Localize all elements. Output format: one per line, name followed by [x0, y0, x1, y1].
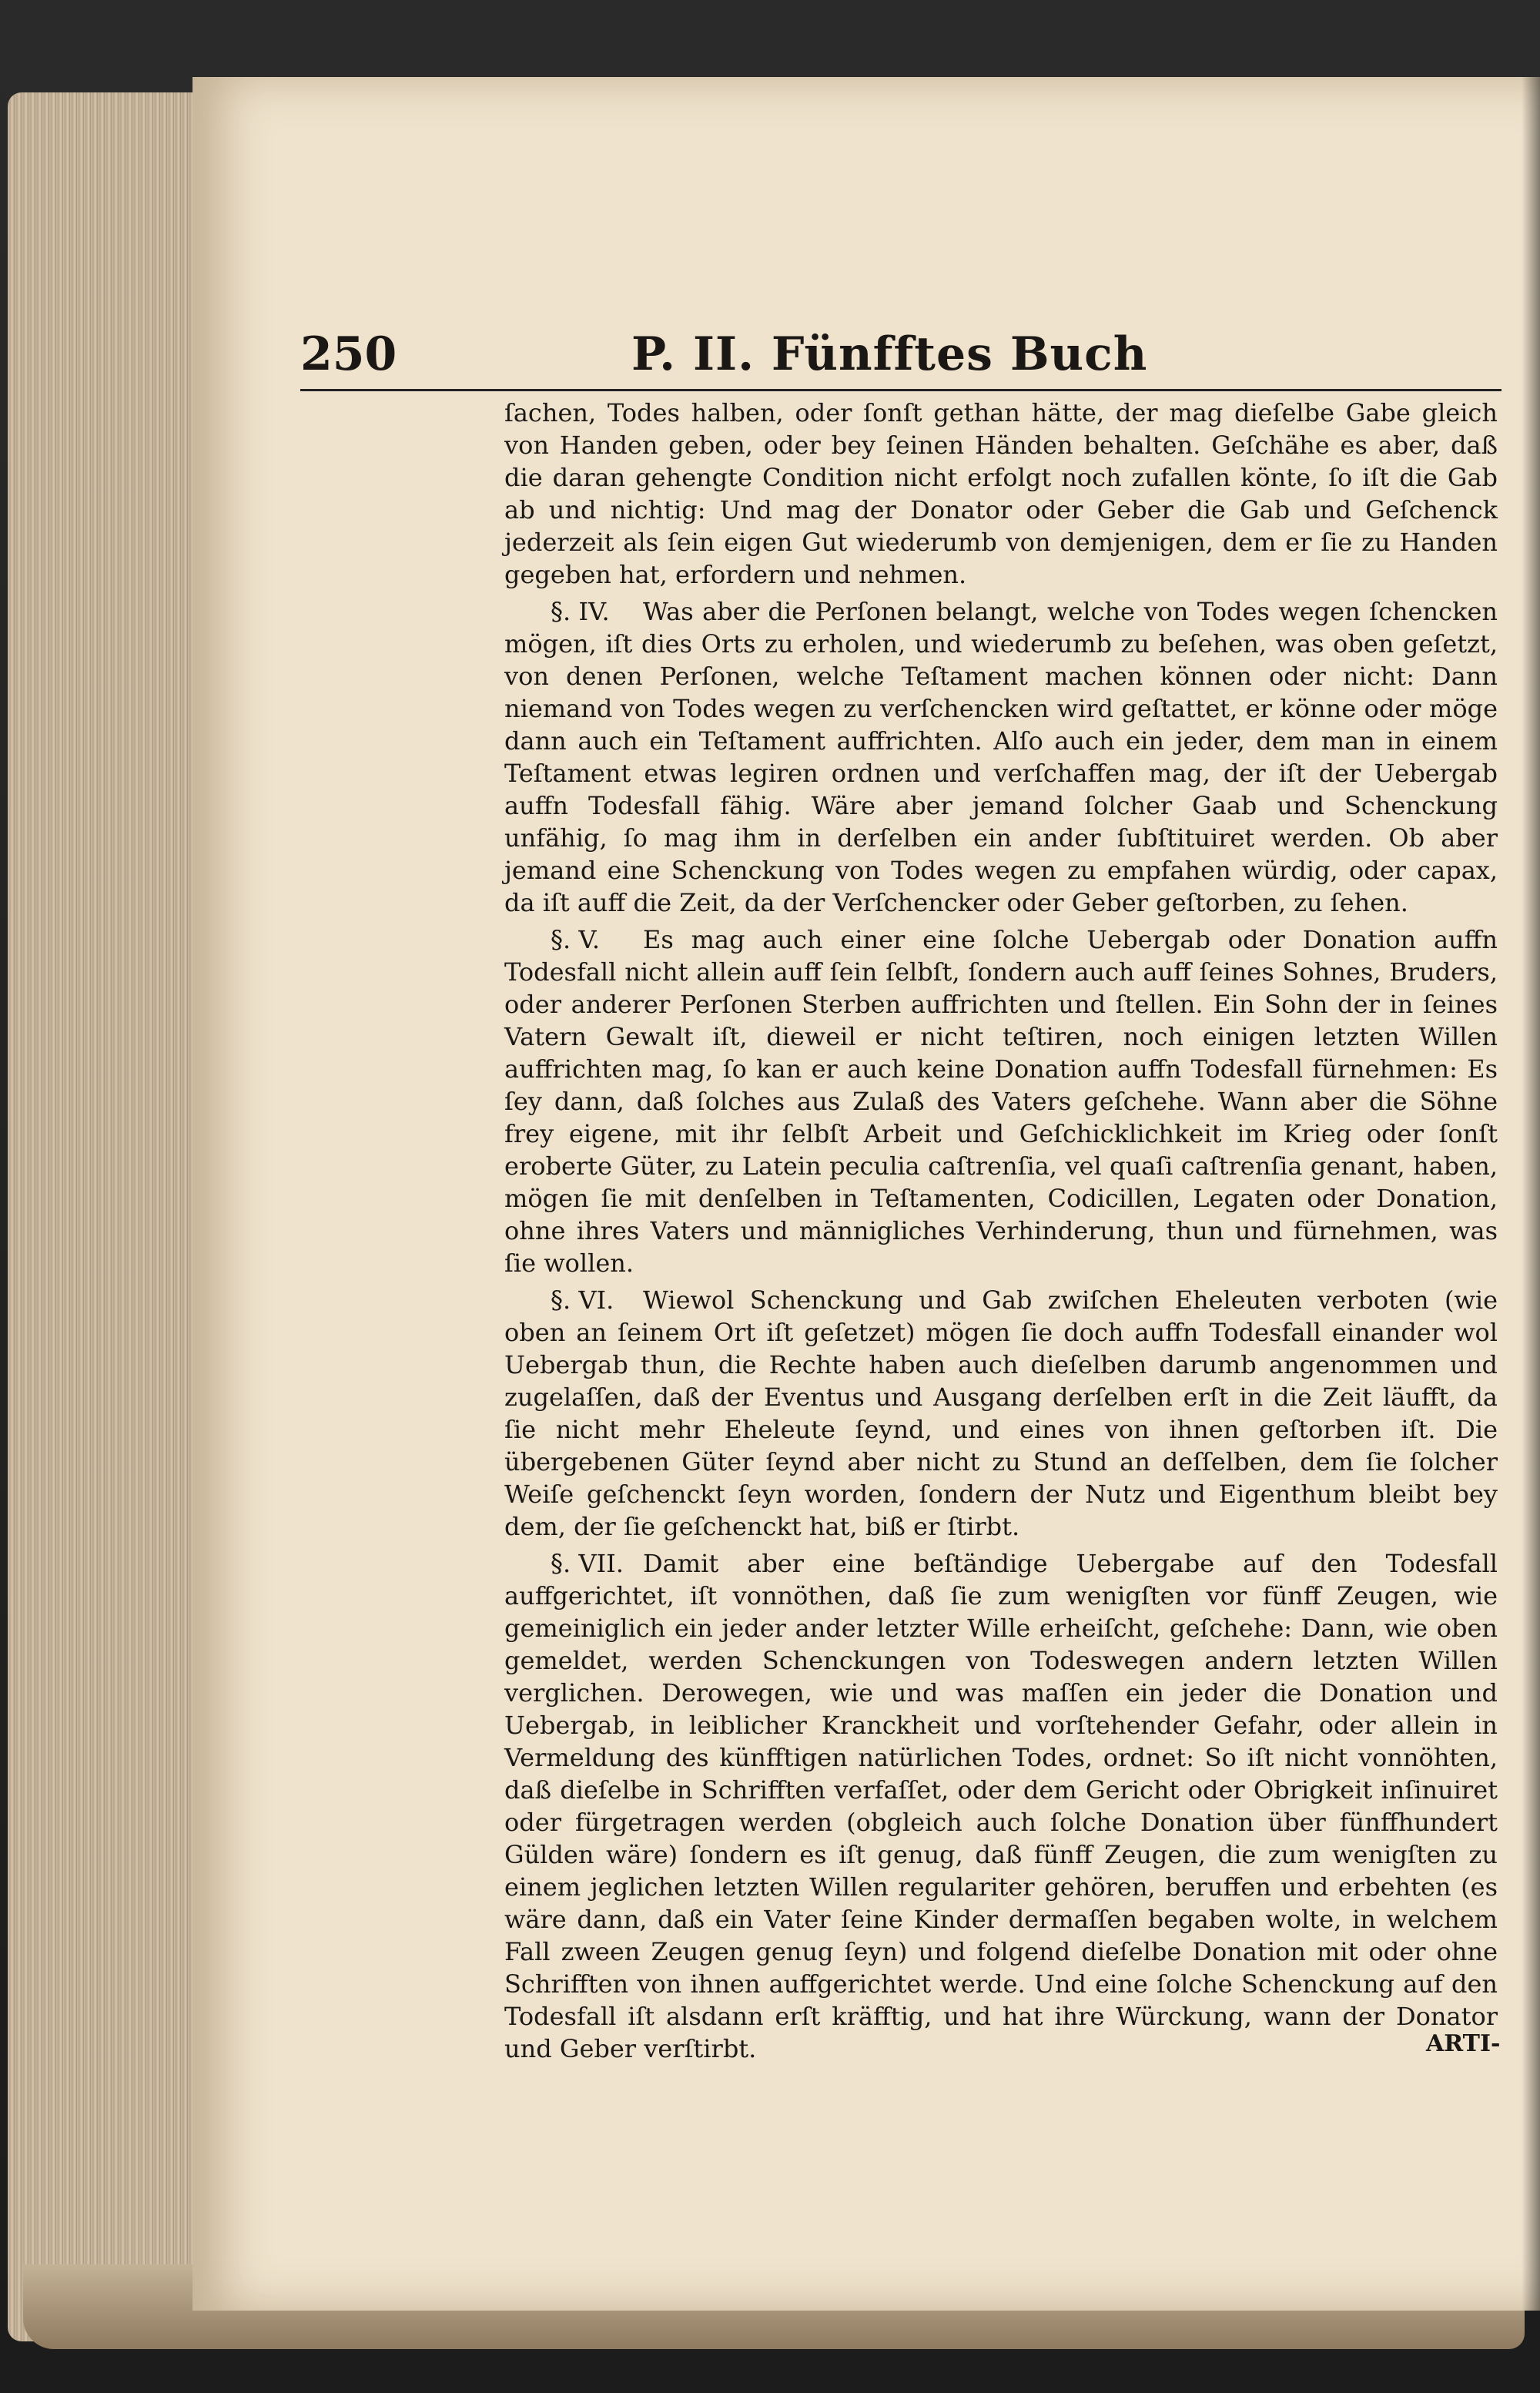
- book-page-edges: [8, 92, 209, 2341]
- paragraph-intro: [504, 397, 1498, 591]
- paragraph-text: Was aber die Perſonen belangt, welche von Todes wegen ſchencken mögen, iſt dies Orts zu erholen, und wiederumb zu beſehen, was oben geſetzt, von denen Perſonen, welche Teſtament machen können oder nicht: Dann niemand von Todes wegen zu verſchencken wird geſtattet, er könne oder möge dann auch ein Teſtament auffrichten. Alſo auch ein jeder, dem man in einem Teſtament etwas legiren ordnen und verſchaffen mag, der iſt der Uebergab auffn Todesfall fähig. Wäre aber jemand ſolcher Gaab und Schenckung unfähig, ſo mag ihm in derſelben ein ander ſubſtituiret werden. Ob aber jemand eine Schenckung von Todes wegen zu empfahen würdig, oder capax, da iſt auff die Zeit, da der Verſchencker oder Geber geſtorben, zu ſehen.: [504, 597, 1498, 917]
- catchword: ARTI-: [1426, 2030, 1501, 2057]
- page-body: [504, 397, 1498, 2065]
- paragraph-section-vii: [504, 1547, 1498, 2065]
- section-number: §. V.: [551, 925, 601, 954]
- page-header: [300, 327, 1502, 391]
- paragraph-text: Damit aber eine beſtändige Uebergabe auf den Todesfall auffgerichtet, iſt vonnöthen, daß ſie zum wenigſten vor fünff Zeugen, wie gemeiniglich ein jeder ander letzter Wille erheiſcht, geſchehe: Dann, wie oben gemeldet, werden Schenckungen von Todeswegen andern letzten Willen verglichen. Derowegen, wie und was maſſen ein jeder die Donation und Uebergab, in leiblicher Kranckheit und vorſtehender Gefahr, oder allein in Vermeldung des künfftigen natürlichen Todes, ordnet: So iſt nicht vonnöhten, daß dieſelbe in Schrifften verfaſſet, oder dem Gericht oder Obrigkeit inſinuiret oder fürgetragen werden (obgleich auch ſolche Donation über fünffhundert Gülden wäre) ſondern es iſt genug, daß fünff Zeugen, die zum wenigſten zu einem jeglichen letzten Willen regulariter gehören, beruffen und erbehten (es wäre dann, daß ein Vater ſeine Kinder dermaſſen begaben wolte, in welchem Fall zween Zeugen genug ſeyn) und folgend dieſelbe Donation mit oder ohne Schrifften von ihnen auffgerichtet werde. Und eine ſolche Schenckung auf den Todesfall iſt alsdann erſt kräfftig, und hat ihre Würckung, wann der Donator und Geber verſtirbt.: [504, 1549, 1498, 2063]
- page-gutter-shadow: [1522, 77, 1540, 2311]
- section-number: §. IV.: [551, 597, 610, 626]
- paragraph-text: Wiewol Schenckung und Gab zwiſchen Eheleuten verboten (wie oben an ſeinem Ort iſt geſetzet) mögen ſie doch auffn Todesfall einander wol Uebergab thun, die Rechte haben auch dieſelben darumb angenommen und zugelaſſen, daß der Eventus und Ausgang derſelben erſt in die Zeit läufft, da ſie nicht mehr Eheleute ſeynd, und eines von ihnen geſtorben iſt. Die übergebenen Güter ſeynd aber nicht zu Stund an deſſelben, dem ſie ſolcher Weiſe geſchenckt ſeyn worden, ſondern der Nutz und Eigenthum bleibt bey dem, der ſie geſchenckt hat, biß er ſtirbt.: [504, 1285, 1498, 1541]
- page-number: 250: [300, 327, 397, 381]
- paragraph-text: Es mag auch einer eine ſolche Uebergab oder Donation auffn Todesfall nicht allein auff ſein ſelbſt, ſondern auch auff ſeines Sohnes, Bruders, oder anderer Perſonen Sterben auffrichten und ſtellen. Ein Sohn der in ſeines Vatern Gewalt iſt, dieweil er nicht teſtiren, noch einigen letzten Willen auffrichten mag, ſo kan er auch keine Donation auffn Todesfall fürnehmen: Es ſey dann, daß ſolches aus Zulaß des Vaters geſchehe. Wann aber die Söhne frey eigene, mit ihr ſelbſt Arbeit und Geſchicklichkeit im Krieg oder ſonſt eroberte Güter, zu Latein peculia caſtrenſia, vel quaſi caſtrenſia genant, haben, mögen ſie mit denſelben in Teſtamenten, Codicillen, Legaten oder Donation, ohne ihres Vaters und männigliches Verhinderung, thun und fürnehmen, was ſie wollen.: [504, 925, 1498, 1278]
- paragraph-text: ſachen, Todes halben, oder ſonſt gethan hätte, der mag dieſelbe Gabe gleich von Handen geben, oder bey ſeinen Händen behalten. Geſchähe es aber, daß die daran gehengte Condition nicht erfolgt noch zufallen könte, ſo iſt die Gab ab und nichtig: Und mag der Donator oder Geber die Gab und Geſchenck jederzeit als ſein eigen Gut wiederumb von demjenigen, dem er ſie zu Handen gegeben hat, erfordern und nehmen.: [504, 398, 1498, 589]
- paragraph-section-vi: [504, 1284, 1498, 1543]
- section-number: §. VI.: [551, 1285, 614, 1315]
- running-title: P. II. Fünfftes Buch: [631, 327, 1148, 381]
- paragraph-section-iv: [504, 595, 1498, 919]
- paragraph-section-v: [504, 923, 1498, 1279]
- section-number: §. VII.: [551, 1549, 624, 1578]
